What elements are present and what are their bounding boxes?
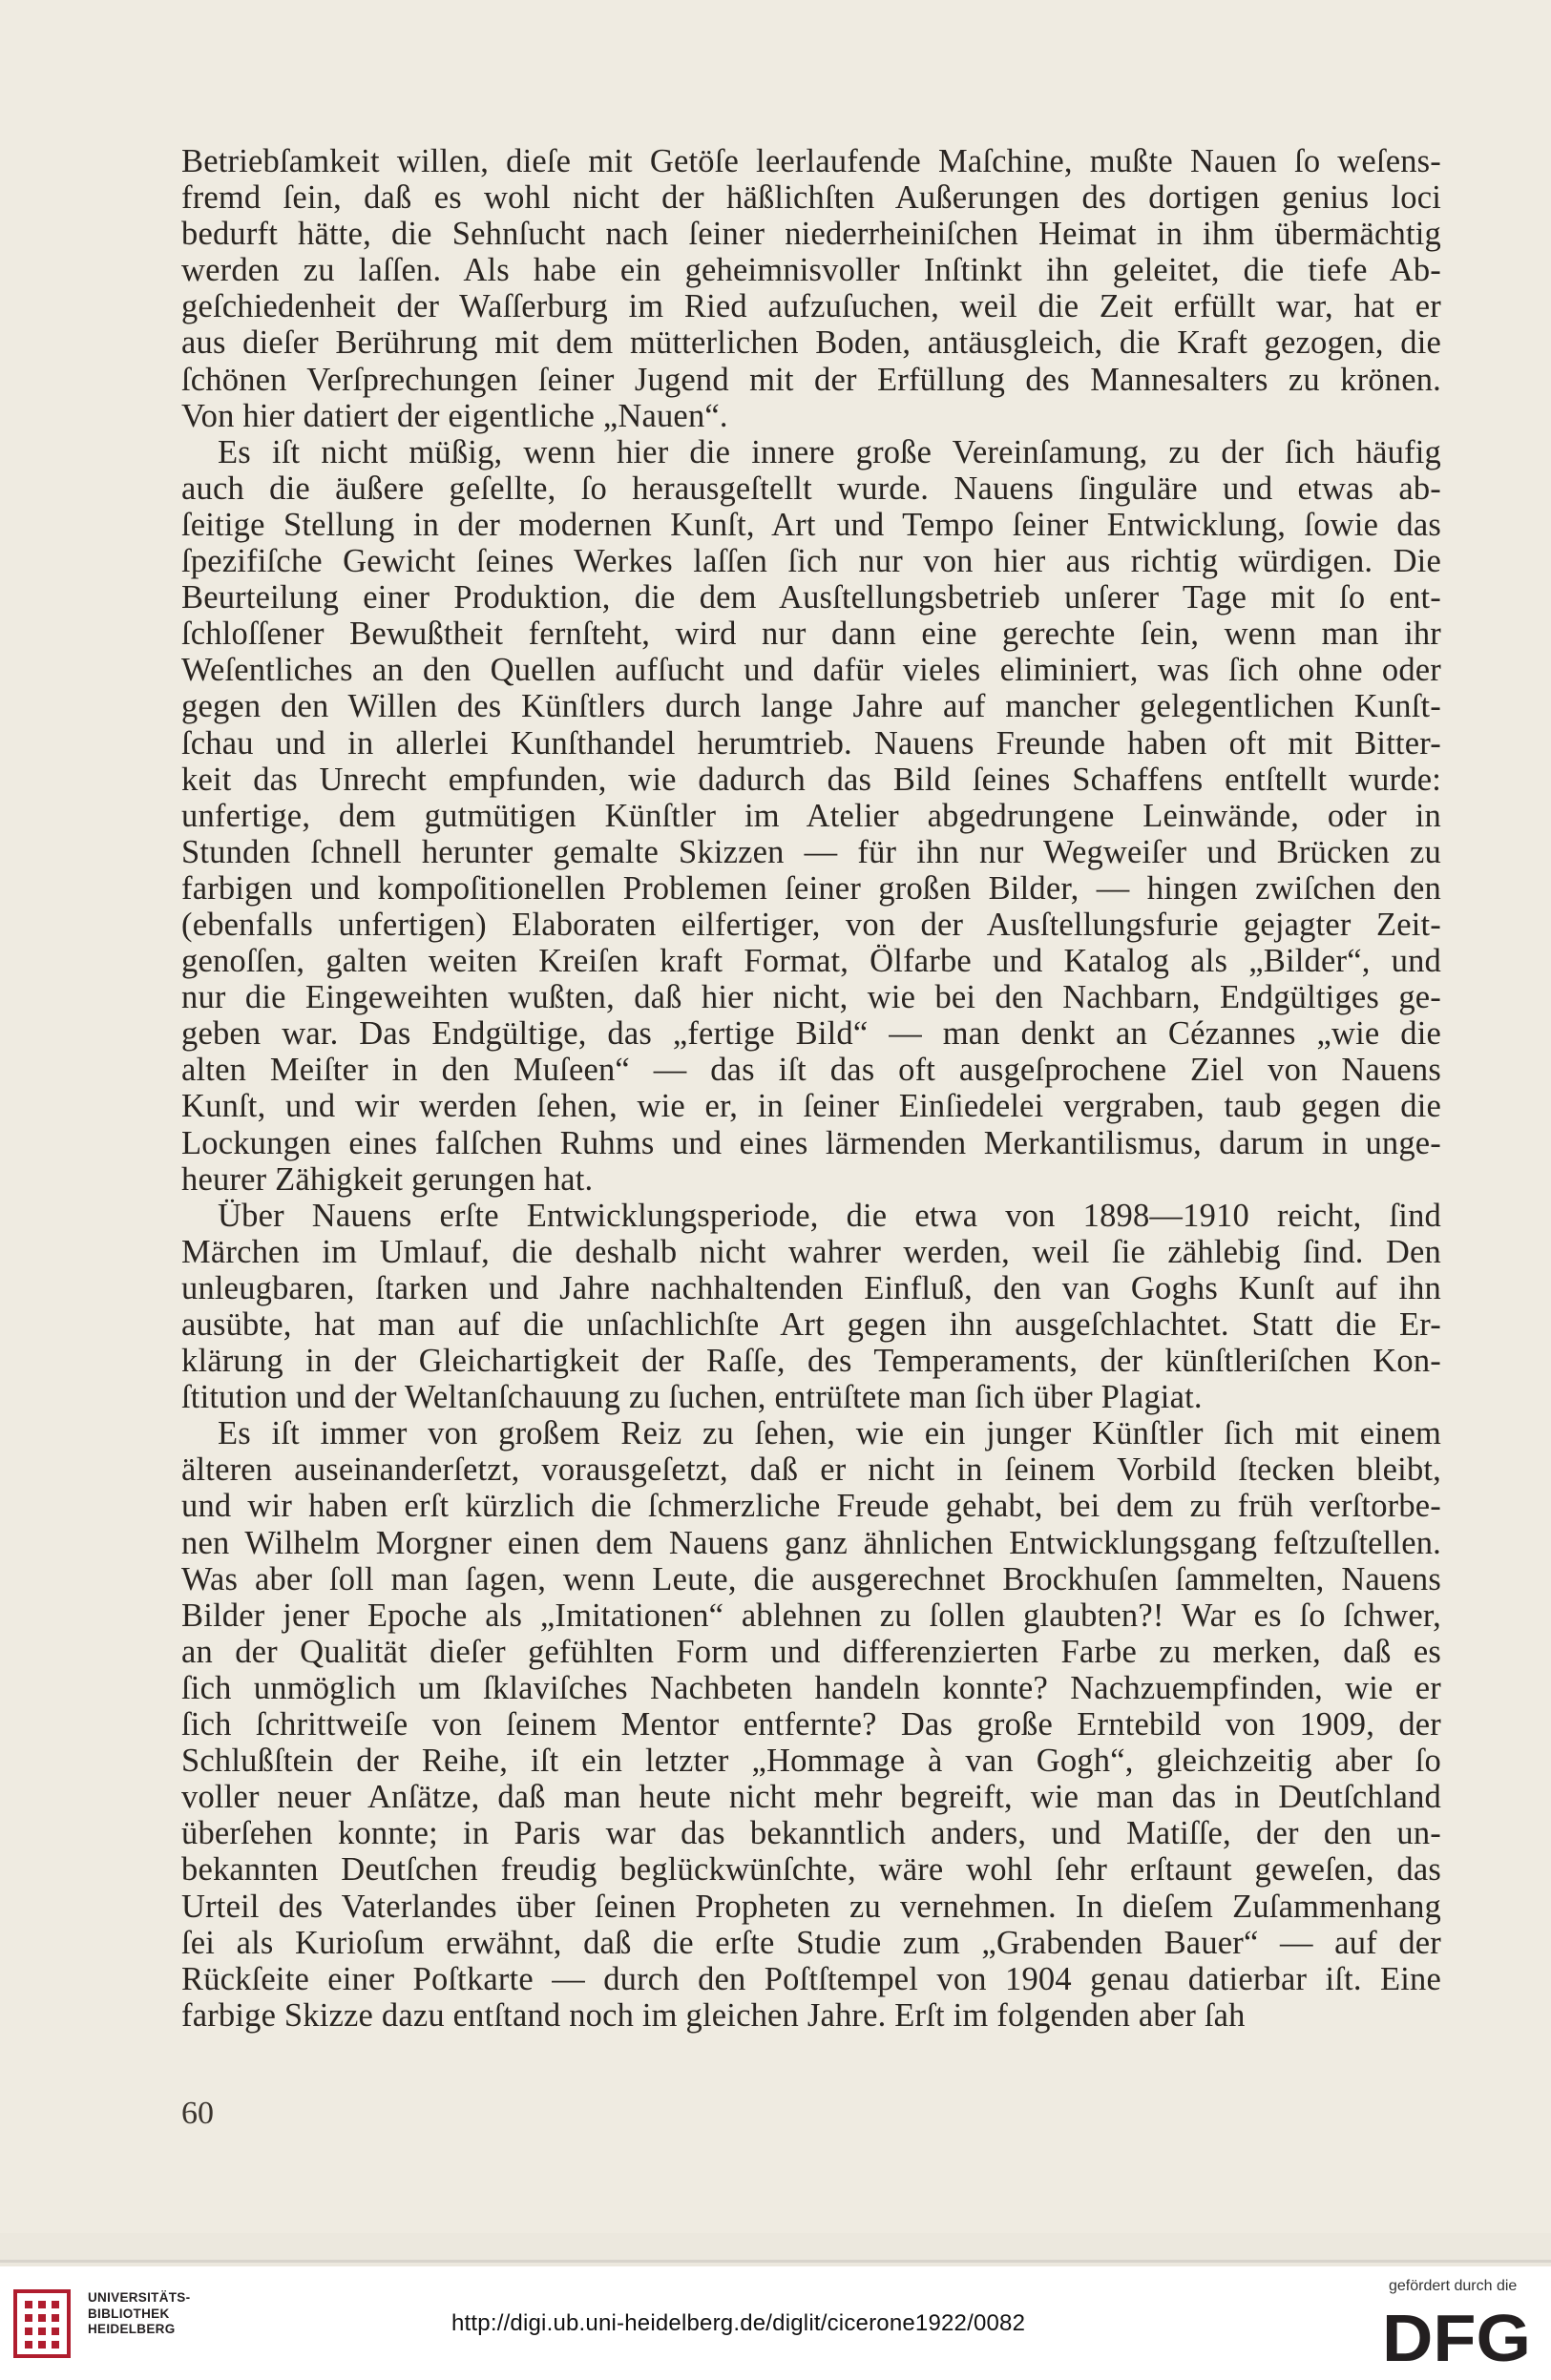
- text-line: geſchiedenheit der Waſſerburg im Ried aufzuſuchen, weil die Zeit erfüllt war, hat er: [181, 288, 1441, 325]
- library-line-1: UNIVERSITÄTS-: [88, 2290, 191, 2305]
- paragraph: [181, 143, 1441, 434]
- text-line: keit das Unrecht empfunden, wie dadurch das Bild ſeines Schaffens entſtellt wurde:: [181, 761, 1441, 798]
- text-line: Über Nauens erſte Entwicklungsperiode, die etwa von 1898—1910 reicht, ſind: [218, 1197, 1441, 1234]
- text-line: Was aber ſoll man ſagen, wenn Leute, die ausgerechnet Brockhuſen ſammelten, Nauens: [181, 1560, 1441, 1597]
- text-line: geben war. Das Endgültige, das „fertige Bild“ — man denkt an Cézannes „wie die: [181, 1015, 1441, 1053]
- permalink-url[interactable]: http://digi.ub.uni-heidelberg.de/diglit/cicerone1922/0082: [451, 2310, 1026, 2336]
- text-line: auch die äußere geſellte, ſo herausgeſtellt wurde. Nauens ſinguläre und etwas ab-: [181, 470, 1441, 507]
- text-line: unleugbaren, ſtarken und Jahre nachhaltenden Einfluß, den van Goghs Kunſt auf ihn: [181, 1269, 1441, 1306]
- paragraph: [181, 1415, 1441, 2034]
- text-line: ſeitige Stellung in der modernen Kunſt, Art und Tempo ſeiner Entwicklung, ſowie das: [181, 506, 1441, 543]
- text-line: bedurft hätte, die Sehnſucht nach ſeiner niederrheiniſchen Heimat in ihm übermächtig: [181, 216, 1441, 253]
- text-line: Es iſt immer von großem Reiz zu ſehen, wie ein junger Künſtler ſich mit einem: [218, 1415, 1441, 1452]
- text-line: ſchau und in allerlei Kunſthandel herumtrieb. Nauens Freunde haben oft mit Bitter-: [181, 724, 1441, 762]
- text-line: fremd ſein, daß es wohl nicht der häßlichſten Außerungen des dortigen genius loci: [181, 179, 1441, 217]
- library-line-2: BIBLIOTHEK: [88, 2306, 170, 2321]
- footer-divider: [0, 2260, 1551, 2263]
- page-number: 60: [181, 2096, 214, 2131]
- text-line: alten Meiſter in den Muſeen“ — das iſt das oft ausgeſprochene Ziel von Nauens: [181, 1052, 1441, 1089]
- text-line: (ebenfalls unfertigen) Elaboraten eilfertiger, von der Ausſtellungsfurie gejagter Zeit-: [181, 906, 1441, 943]
- text-line: Schlußſtein der Reihe, iſt ein letzter „Hommage à van Gogh“, gleichzeitig aber ſo: [181, 1743, 1441, 1780]
- dfg-logo: [1382, 2302, 1533, 2367]
- svg-text:DFG: DFG: [1382, 2302, 1531, 2367]
- text-line: nur die Eingeweihten wußten, daß hier nicht, wie bei den Nachbarn, Endgültiges ge-: [181, 979, 1441, 1016]
- text-line: Rückſeite einer Poſtkarte — durch den Poſtſtempel von 1904 genau datierbar iſt. Eine: [181, 1960, 1441, 1997]
- paragraph: [181, 1198, 1441, 1416]
- text-line: überſehen konnte; in Paris war das bekanntlich anders, und Matiſſe, der den un-: [181, 1815, 1441, 1852]
- text-line: ſchloſſener Bewußtheit fernſteht, wird nur dann eine gerechte ſein, wenn man ihr: [181, 616, 1441, 653]
- paragraph: [181, 434, 1441, 1198]
- text-line: voller neuer Anſätze, daß man heute nicht mehr begreift, wie man das in Deutſchland: [181, 1779, 1441, 1816]
- text-line: Von hier datiert der eigentliche „Nauen“.: [181, 397, 728, 434]
- university-library-name: [88, 2290, 190, 2338]
- text-line: heurer Zähigkeit gerungen hat.: [181, 1160, 594, 1198]
- text-line: Stunden ſchnell herunter gemalte Skizzen — für ihn nur Wegweiſer und Brücken zu: [181, 833, 1441, 870]
- text-line: Es iſt nicht müßig, wenn hier die innere große Vereinſamung, zu der ſich häufig: [218, 433, 1441, 470]
- text-line: Beurteilung einer Produktion, die dem Ausſtellungsbetrieb unſerer Tage mit ſo ent-: [181, 579, 1441, 616]
- text-line: an der Qualität dieſer gefühlten Form und differenzierten Farbe zu merken, daß es: [181, 1633, 1441, 1670]
- text-line: älteren auseinanderſetzt, vorausgeſetzt, daß er nicht in ſeinem Vorbild ſtecken bleibt,: [181, 1451, 1441, 1489]
- text-line: ausübte, hat man auf die unſachlichſte Art gegen ihn ausgeſchlachtet. Statt die Er-: [181, 1306, 1441, 1343]
- text-line: nen Wilhelm Morgner einen dem Nauens ganz ähnlichen Entwicklungsgang feſtzuſtellen.: [181, 1524, 1441, 1561]
- body-text: [181, 143, 1441, 2034]
- text-line: Weſentliches an den Quellen aufſucht und dafür vieles eliminiert, was ſich ohne oder: [181, 652, 1441, 689]
- dfg-funding-caption: gefördert durch die: [1389, 2278, 1518, 2294]
- text-line: ſchönen Verſprechungen ſeiner Jugend mit der Erfüllung des Mannesalters zu krönen.: [181, 361, 1441, 398]
- text-line: ſei als Kurioſum erwähnt, daß die erſte Studie zum „Grabenden Bauer“ — auf der: [181, 1924, 1441, 1961]
- text-line: und wir haben erſt kürzlich die ſchmerzliche Freude gehabt, bei dem zu früh verſtorbe-: [181, 1488, 1441, 1525]
- text-line: ſtitution und der Weltanſchauung zu ſuchen, entrüſtete man ſich über Plagiat.: [181, 1379, 1203, 1416]
- text-line: farbige Skizze dazu entſtand noch im gleichen Jahre. Erſt im folgenden aber ſah: [181, 1996, 1246, 2034]
- text-line: farbigen und kompoſitionellen Problemen ſeiner großen Bilder, — hingen zwiſchen den: [181, 869, 1441, 907]
- text-line: unfertige, dem gutmütigen Künſtler im Atelier abgedrungene Leinwände, oder in: [181, 797, 1441, 834]
- text-line: genoſſen, galten weiten Kreiſen kraft Format, Ölfarbe und Katalog als „Bilder“, und: [181, 943, 1441, 980]
- text-line: Bilder jener Epoche als „Imitationen“ ablehnen zu ſollen glaubten?! War es ſo ſchwer,: [181, 1597, 1441, 1634]
- text-line: Lockungen eines falſchen Ruhms und eines lärmenden Merkantilismus, darum in unge-: [181, 1124, 1441, 1161]
- text-line: Urteil des Vaterlandes über ſeinen Propheten zu vernehmen. In dieſem Zuſammenhang: [181, 1888, 1441, 1925]
- text-line: klärung in der Gleichartigkeit der Raſſe, des Temperaments, der künſtleriſchen Kon-: [181, 1343, 1441, 1380]
- text-line: Kunſt, und wir werden ſehen, wie er, in ſeiner Einſiedelei vergraben, taub gegen die: [181, 1088, 1441, 1125]
- text-line: ſich unmöglich um ſklaviſches Nachbeten handeln konnte? Nachzuempfinden, wie er: [181, 1669, 1441, 1706]
- text-line: Betriebſamkeit willen, dieſe mit Getöſe leerlaufende Maſchine, mußte Nauen ſo weſens-: [181, 143, 1441, 179]
- library-line-3: HEIDELBERG: [88, 2322, 176, 2336]
- text-line: werden zu laſſen. Als habe ein geheimnisvoller Inſtinkt ihn geleitet, die tiefe Ab-: [181, 252, 1441, 289]
- text-line: aus dieſer Berührung mit dem mütterlichen Boden, antäusgleich, die Kraft gezogen, die: [181, 324, 1441, 362]
- text-line: Märchen im Umlauf, die deshalb nicht wahrer werden, weil ſie zählebig ſind. Den: [181, 1233, 1441, 1270]
- text-line: ſich ſchrittweiſe von ſeinem Mentor entfernte? Das große Erntebild von 1909, der: [181, 1706, 1441, 1743]
- text-line: gegen den Willen des Künſtlers durch lange Jahre auf mancher gelegentlichen Kunſt-: [181, 688, 1441, 725]
- text-line: ſpezifiſche Gewicht ſeines Werkes laſſen ſich nur von hier aus richtig würdigen. Die: [181, 543, 1441, 580]
- university-library-logo: [11, 2286, 78, 2362]
- text-line: bekannten Deutſchen freudig beglückwünſchte, wäre wohl ſehr erſtaunt geweſen, das: [181, 1851, 1441, 1889]
